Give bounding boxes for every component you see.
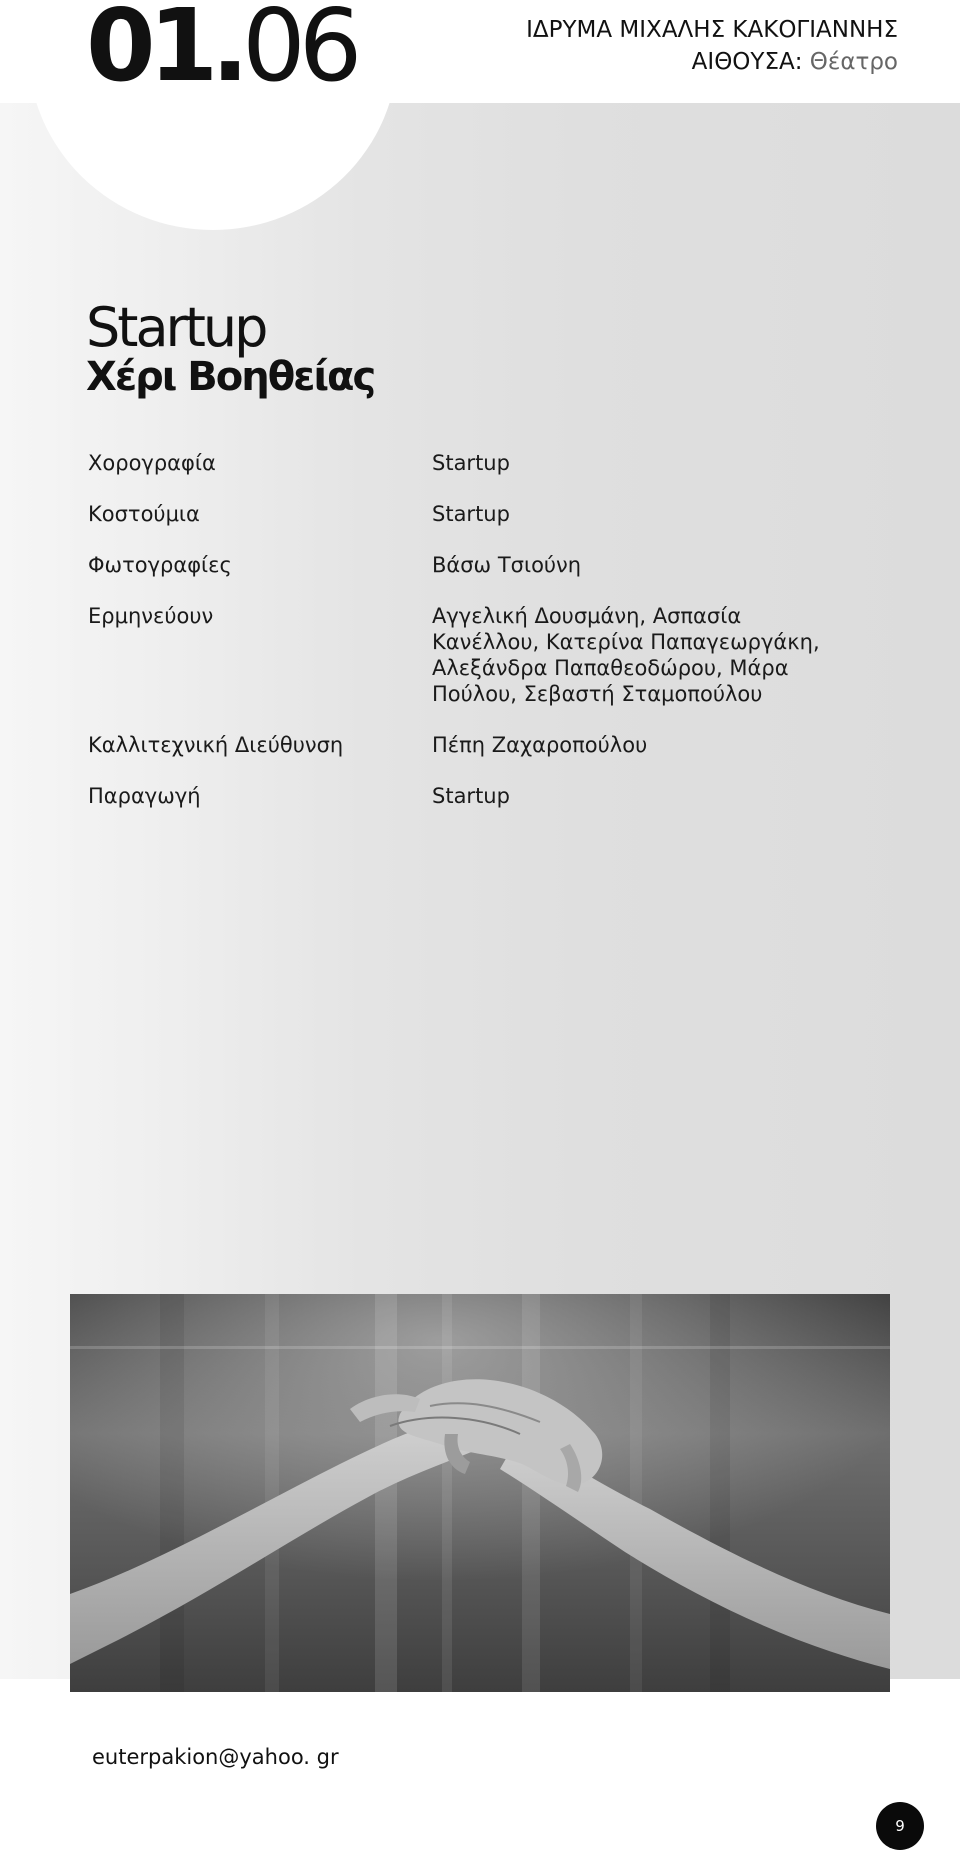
- show-title: Startup: [86, 296, 266, 359]
- show-photo: [70, 1294, 890, 1692]
- credit-row: [88, 501, 888, 527]
- date-month: 06: [242, 0, 356, 104]
- show-title-block: [86, 298, 374, 400]
- credit-row: [88, 783, 888, 809]
- credits-list: [88, 450, 888, 834]
- venue-hall-label: ΑΙΘΟΥΣΑ:: [691, 49, 803, 75]
- venue-name: ΙΔΡΥΜΑ ΜΙΧΑΛΗΣ ΚΑΚΟΓΙΑΝΝΗΣ: [526, 17, 898, 43]
- credit-role: Παραγωγή: [88, 784, 201, 808]
- credit-value: Startup: [432, 784, 510, 808]
- venue-info: [526, 14, 898, 78]
- credit-row: [88, 732, 888, 758]
- credit-row: [88, 450, 888, 476]
- credit-value: Startup: [432, 502, 510, 526]
- page-number-badge: 9: [876, 1802, 924, 1850]
- credit-role: Καλλιτεχνική Διεύθυνση: [88, 733, 344, 757]
- date-separator: .: [211, 0, 243, 104]
- credit-row: [88, 603, 888, 707]
- credit-row: [88, 552, 888, 578]
- show-subtitle: Χέρι Βοηθείας: [86, 354, 375, 400]
- contact-email: euterpakion@yahoo. gr: [92, 1745, 339, 1769]
- credit-value: Πέπη Ζαχαροπούλου: [432, 733, 648, 757]
- venue-hall-value: Θέατρο: [809, 49, 898, 75]
- credit-role: Φωτογραφίες: [88, 553, 232, 577]
- credit-role: Ερμηνεύουν: [88, 604, 214, 628]
- credit-role: Χορογραφία: [88, 451, 216, 475]
- credit-role: Κοστούμια: [88, 502, 200, 526]
- date-day: 01: [86, 0, 212, 104]
- credit-value: Βάσω Τσιούνη: [432, 553, 582, 577]
- credit-value: Startup: [432, 451, 510, 475]
- clasped-hands-photo: [70, 1294, 890, 1692]
- performance-date: [86, 0, 356, 104]
- venue-hall: [526, 46, 898, 78]
- credit-value: Αγγελική Δουσμάνη, Ασπασία Κανέλλου, Κατερίνα Παπαγεωργάκη, Αλεξάνδρα Παπαθεοδώρου, Μάρα Πούλου, Σεβαστή Σταμοπούλου: [432, 604, 820, 706]
